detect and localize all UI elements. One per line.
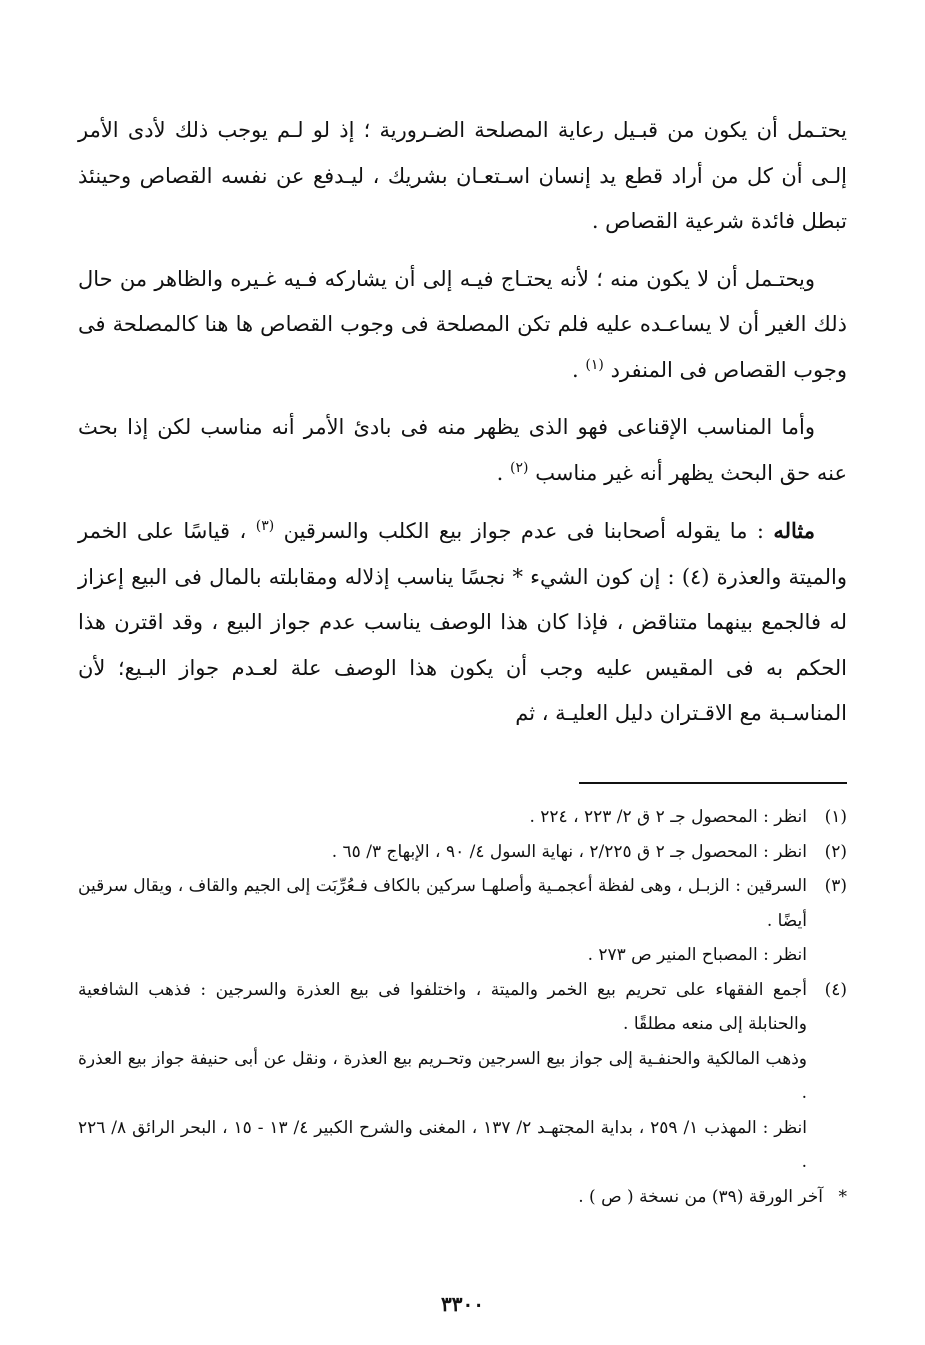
footnote-ref-1[interactable]: (١) bbox=[585, 356, 604, 373]
manuscript-note-body bbox=[78, 1180, 823, 1215]
footnote-4-line-3: انظر : المهذب ١/ ٢٥٩ ، بداية المجتهـد ٢/ ١٣٧ ، المغنى والشرح الكبير ٤/ ١٣ - ١٥ ، البحر الرائق ٨/ ٢٢٦ . bbox=[78, 1117, 807, 1172]
footnote-1-body bbox=[78, 800, 807, 835]
footnote-3-line-2: انظر : المصباح المنير ص ٢٧٣ . bbox=[587, 945, 807, 965]
footnote-ref-3[interactable]: (٣) bbox=[255, 518, 275, 534]
footnote-2-line-1: انظر : المحصول جـ ٢ ق ٢/٢٢٥ ، نهاية السول ٤/ ٩٠ ، الإبهاج ٣/ ٦٥ . bbox=[331, 841, 807, 862]
paragraph-2 bbox=[78, 257, 847, 394]
footnote-1-line-1: انظر : المحصول جـ ٢ ق ٢/ ٢٢٣ ، ٢٢٤ . bbox=[529, 807, 807, 827]
paragraph-4-text: : ما يقوله أصحابنا فى عدم جواز بيع الكلب والسرقين bbox=[283, 519, 774, 543]
footnote-1 bbox=[78, 800, 847, 835]
footnote-1-number: (١) bbox=[824, 807, 847, 827]
footnote-4-number: (٤) bbox=[824, 979, 847, 1000]
footnote-4-body bbox=[78, 973, 807, 1180]
footnote-3-body bbox=[78, 869, 807, 973]
footnote-divider bbox=[579, 782, 847, 784]
paragraph-3-text: وأما المناسب الإقناعى فهو الذى يظهر منه فى بادئ الأمر أنه مناسب لكن إذا بحث عنه حق البحث يظهر أنه غير مناسب bbox=[78, 415, 847, 485]
footnotes-section bbox=[78, 800, 847, 1214]
paragraph-2-tail: . bbox=[572, 357, 579, 382]
paragraph-1 bbox=[78, 108, 847, 245]
footnote-2-number: (٢) bbox=[824, 841, 847, 862]
footnote-4-line-2: وذهب المالكية والحنفـية إلى جواز بيع السرجين وتحـريم بيع العذرة ، ونقل عن أبى حنيفة جواز بيع العذرة . bbox=[78, 1048, 807, 1103]
page-number: ٣٣٠٠ bbox=[441, 1292, 484, 1316]
paragraph-1-text: يحتـمل أن يكون من قبـيل رعاية المصلحة الضـرورية ؛ إذ لو لـم يوجب ذلك لأدى الأمر إلـى أن كل من أراد قطع يد إنسان اسـتعـان بشريك ، ليـدفع عن نفسه القصاص وحينئذ تبطل فائدة شرعية القصاص . bbox=[78, 118, 847, 233]
footnote-3-line-1: السرقين : الزبـل ، وهى لفظة أعجمـية وأصلهـا سركين بالكاف فـعُرِّبَت إلى الجيم والقاف ، ويقال سرقين أيضًا . bbox=[78, 876, 807, 931]
asterisk-marker: * bbox=[838, 1186, 847, 1207]
footnote-4 bbox=[78, 973, 847, 1180]
paragraph-4 bbox=[78, 508, 847, 737]
paragraph-4-tail: ، قياسًا على الخمر والميتة والعذرة (٤) : إن كون الشيء * نجسًا يناسب إذلاله ومقابلته بالمال فى البيع إعزاز له فالجمع بينهما متناقض ، فإذا كان هذا الوصف يناسب عدم جواز البيع ، وقد اقترن هذا الحكم به فى المقيس عليه وجب أن يكون هذا الوصف علة لعـدم جواز البـيع؛ لأن المناسـبة مع الاقـتران دليل العليـة ، ثم bbox=[78, 519, 847, 725]
footnote-2-body bbox=[78, 835, 807, 870]
footnote-4-line-1: أجمع الفقهاء على تحريم بيع الخمر والميتة ، واختلفوا فى بيع العذرة والسرجين : فذهب الشافعية والحنابلة إلى منعه مطلقًا . bbox=[78, 979, 807, 1034]
main-text bbox=[78, 108, 847, 749]
paragraph-3-tail: . bbox=[496, 460, 504, 485]
footnote-3 bbox=[78, 869, 847, 973]
footnote-3-number: (٣) bbox=[824, 876, 847, 896]
footnote-ref-2[interactable]: (٢) bbox=[510, 459, 529, 476]
example-heading: مثاله bbox=[773, 518, 815, 543]
paragraph-3 bbox=[78, 405, 847, 496]
manuscript-note-text: آخر الورقة (٣٩) من نسخة ( ص ) . bbox=[578, 1186, 823, 1207]
footnote-2 bbox=[78, 835, 847, 870]
paragraph-2-text: ويحتـمل أن لا يكون منه ؛ لأنه يحتـاج فيـه إلى أن يشاركه فـيه غـيره والظاهر من حال ذلك الغير أن لا يساعـده عليه فلم تكن المصلحة فى وجوب القصاص ها هنا كالمصلحة فى وجوب القصاص فى المنفرد bbox=[78, 266, 847, 382]
manuscript-note bbox=[78, 1180, 847, 1215]
